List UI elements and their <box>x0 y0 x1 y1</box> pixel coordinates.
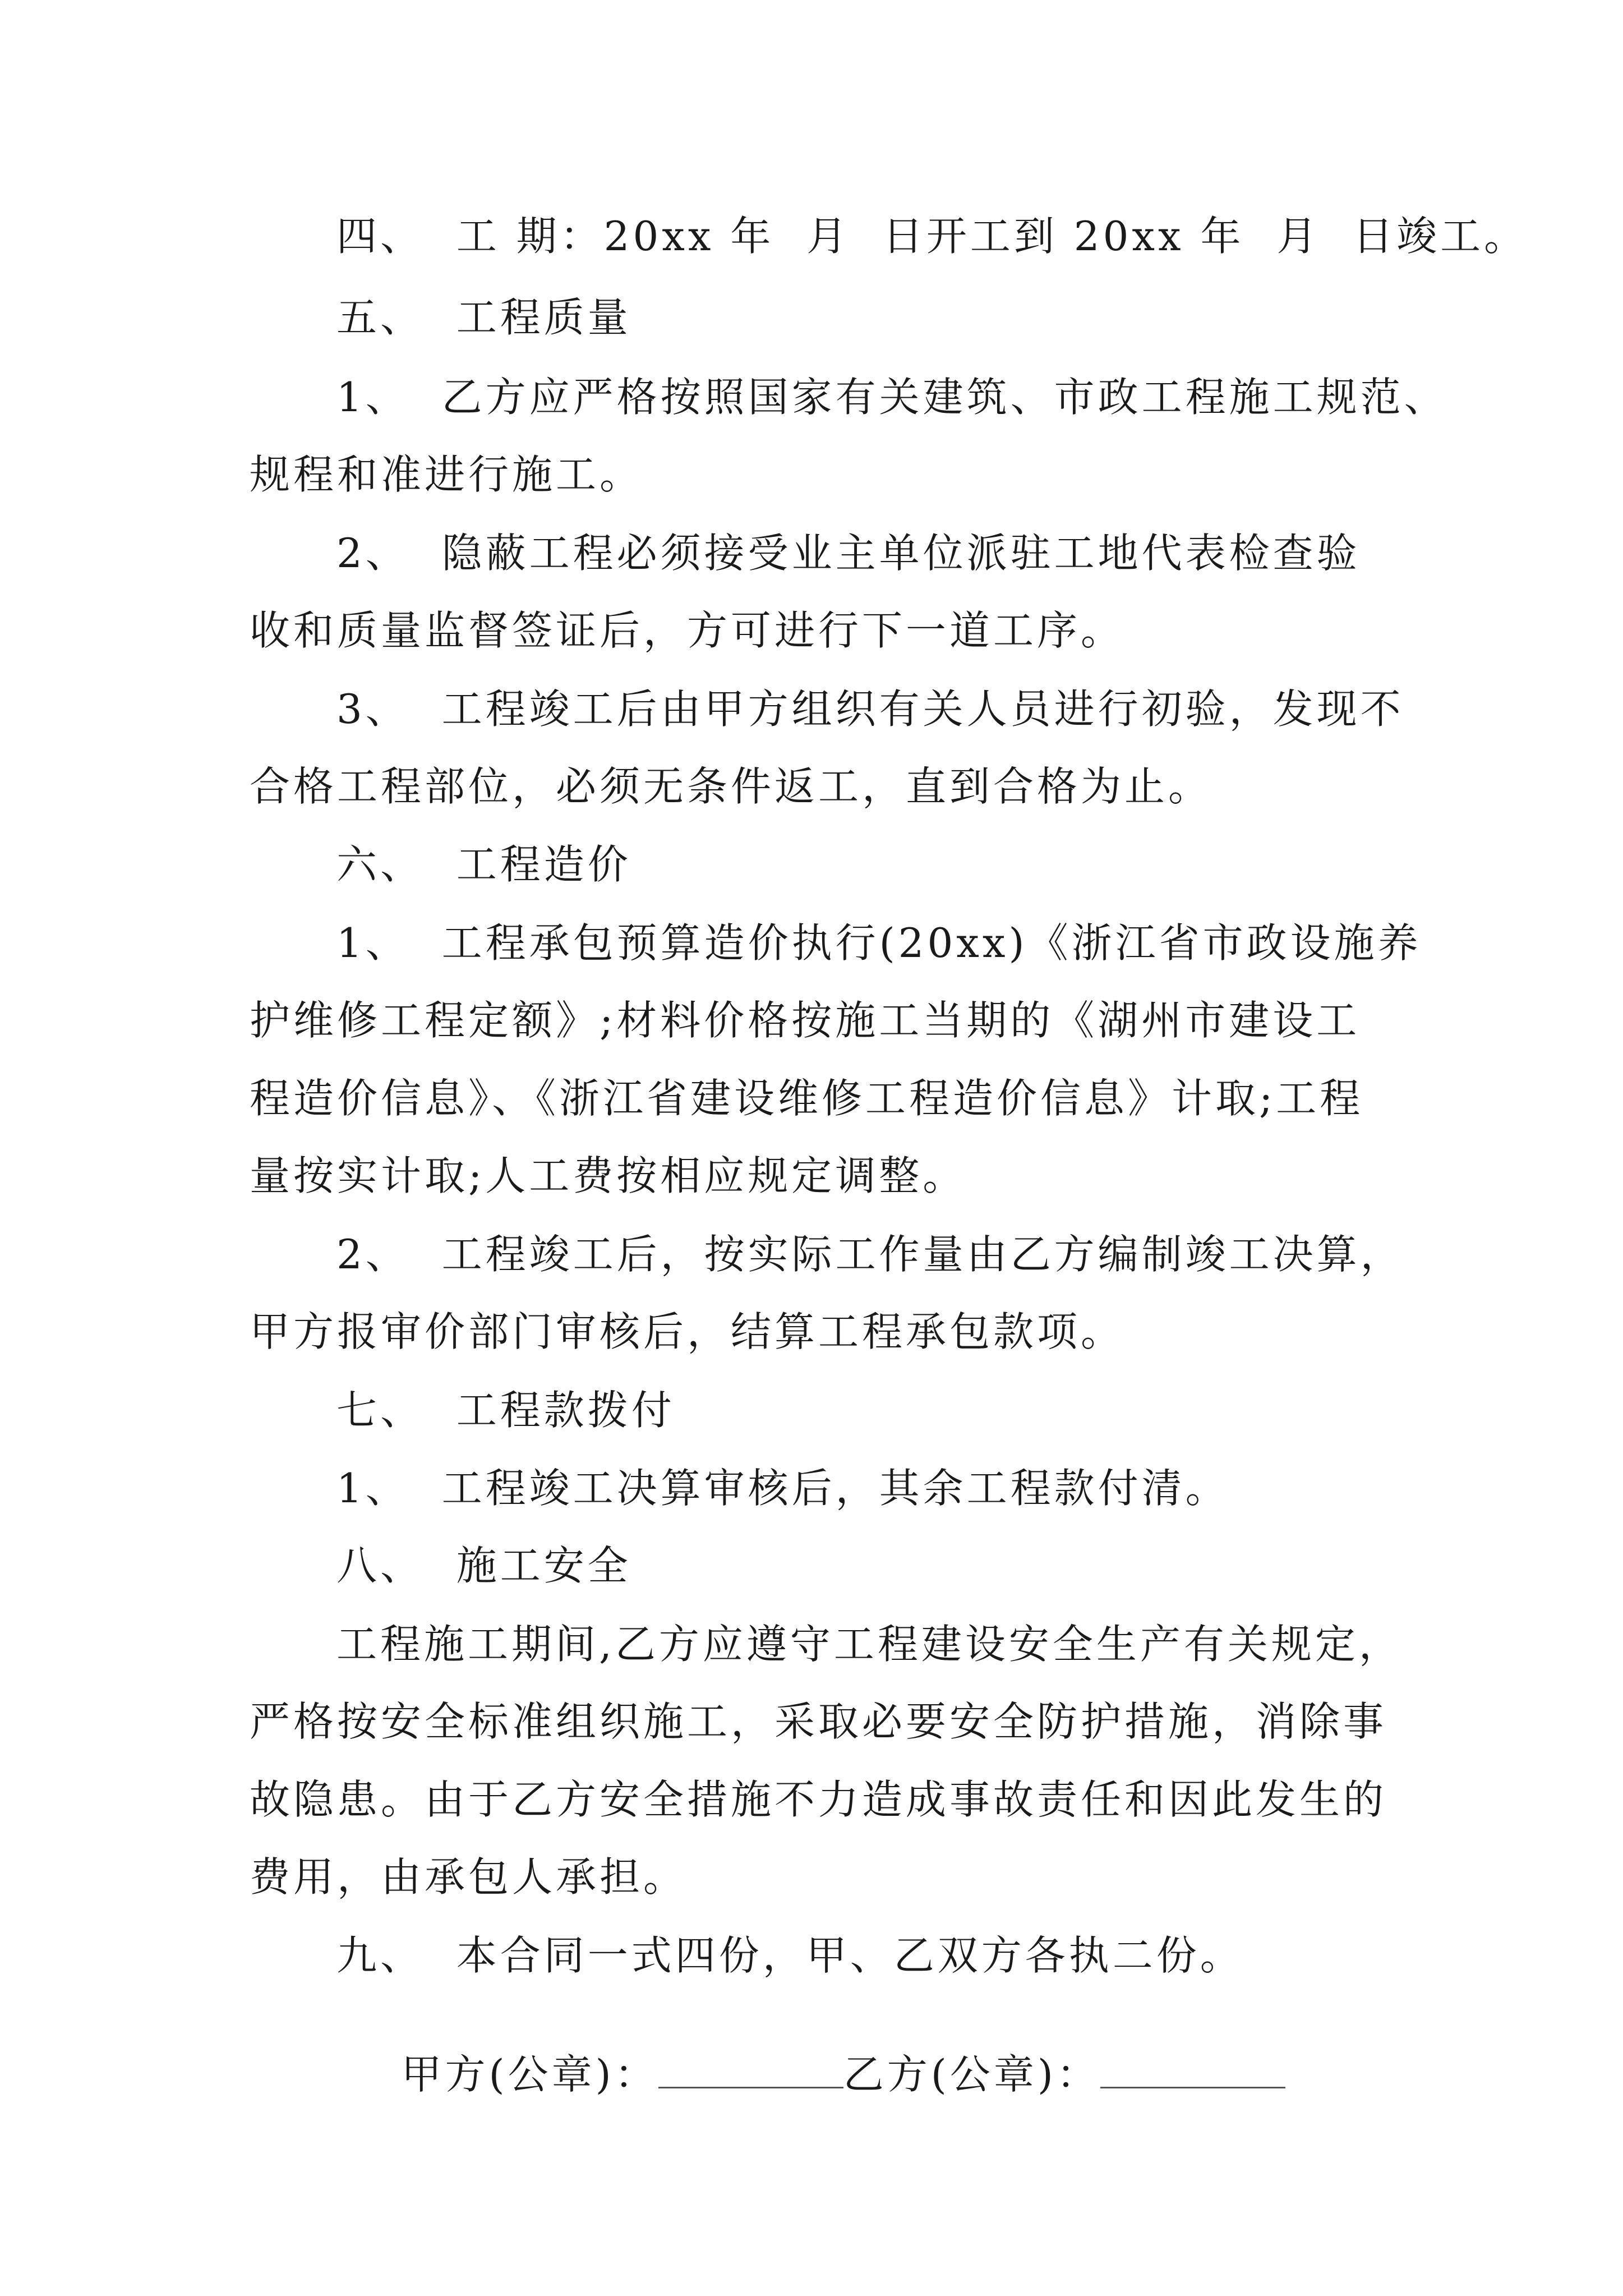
clause-9: 九、 本合同一式四份，甲、乙双方各执二份。 <box>336 1932 1244 1979</box>
clause-5-1-line-1: 1、 乙方应严格按照国家有关建筑、市政工程施工规范、 <box>336 374 1448 421</box>
clause-5-2-line-1: 2、 隐蔽工程必须接受业主单位派驻工地代表检查验 <box>336 530 1361 577</box>
party-b-seal-label: 乙方(公章)： <box>843 2051 1100 2098</box>
clause-8-line-4: 费用，由承包人承担。 <box>250 1853 688 1901</box>
clause-7-1: 1、 工程竣工决算审核后，其余工程款付清。 <box>336 1465 1229 1512</box>
section-8-heading: 八、 施工安全 <box>336 1542 631 1589</box>
clause-6-1-line-1: 1、 工程承包预算造价执行(20xx)《浙江省市政设施养 <box>336 919 1422 967</box>
section-6-heading: 六、 工程造价 <box>336 841 631 888</box>
clause-6-2-line-2: 甲方报审价部门审核后，结算工程承包款项。 <box>250 1308 1125 1355</box>
clause-5-3-line-1: 3、 工程竣工后由甲方组织有关人员进行初验，发现不 <box>336 685 1404 733</box>
clause-8-line-1: 工程施工期间,乙方应遵守工程建设安全生产有关规定， <box>336 1621 1403 1668</box>
clause-5-2-line-2: 收和质量监督签证后，方可进行下一道工序。 <box>250 607 1125 654</box>
clause-6-2-line-1: 2、 工程竣工后，按实际工作量由乙方编制竣工决算， <box>336 1231 1404 1278</box>
clause-6-1-line-3: 程造价信息》、《浙江省建设维修工程造价信息》计取;工程 <box>250 1075 1364 1122</box>
clause-8-line-2: 严格按安全标准组织施工，采取必要安全防护措施，消除事 <box>250 1698 1387 1745</box>
signature-line <box>336 2014 1285 2135</box>
section-5-heading: 五、 工程质量 <box>336 294 631 341</box>
clause-6-1-line-2: 护维修工程定额》;材料价格按施工当期的《湖州市建设工 <box>250 997 1361 1044</box>
clause-5-1-line-2: 规程和准进行施工。 <box>250 451 644 498</box>
clause-6-1-line-4: 量按实计取;人工费按相应规定调整。 <box>250 1152 967 1199</box>
party-a-seal-blank <box>658 2055 843 2088</box>
clause-4-duration: 四、 工 期：20xx 年 月 日开工到 20xx 年 月 日竣工。 <box>336 213 1528 260</box>
party-a-seal-label: 甲方(公章)： <box>401 2051 658 2098</box>
clause-5-3-line-2: 合格工程部位，必须无条件返工，直到合格为止。 <box>250 763 1212 810</box>
clause-8-line-3: 故隐患。由于乙方安全措施不力造成事故责任和因此发生的 <box>250 1776 1387 1823</box>
section-7-heading: 七、 工程款拨付 <box>336 1387 675 1434</box>
party-b-seal-blank <box>1100 2055 1285 2088</box>
